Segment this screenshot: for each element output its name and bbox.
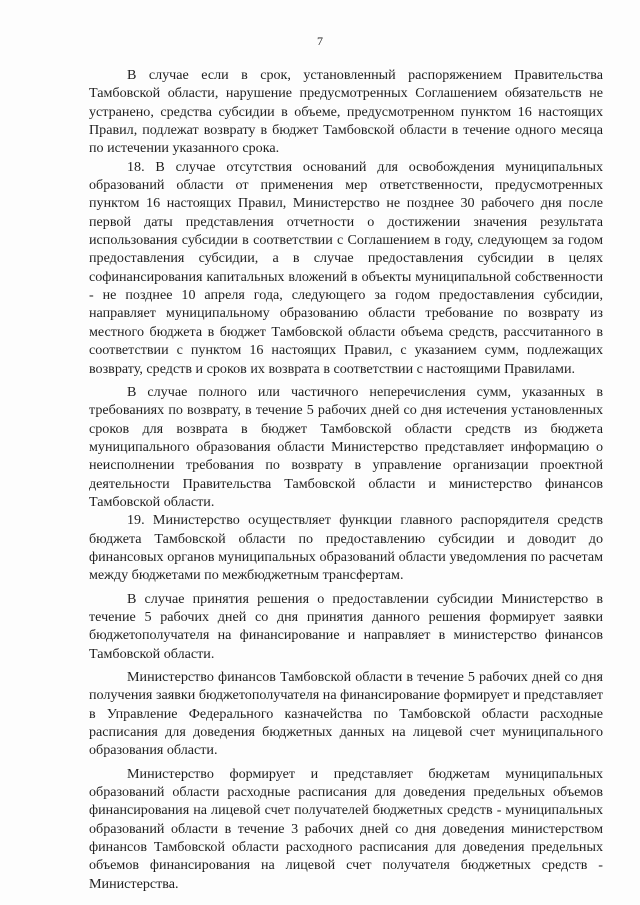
page-number: 7 xyxy=(317,34,323,48)
paragraph: 18. В случае отсутствия оснований для освобождения муниципальных образований области от применения мер ответственности, предусмотренных пунктом 16 настоящих Правил, Министерство не позднее 30 рабочего дня после первой даты представления отчетности о достижении значения результата использования субсидии в соответствии с Соглашением в году, следующем за годом предоставления субсидии, а в случае предоставления субсидии в целях софинансирования капитальных вложений в объекты муниципальной собственности - не позднее 10 апреля года, следующего за годом предоставления субсидии, направляет муниципальному образованию области требование по возврату из местного бюджета в бюджет Тамбовской области объема средств, рассчитанного в соответствии с пунктом 16 настоящих Правил, с указанием сумм, подлежащих возврату, средств и сроков их возврата в соответствии с настоящими Правилами. xyxy=(89,158,603,377)
paragraph: Министерство формирует и представляет бюджетам муниципальных образований области расходные расписания для доведения предельных объемов финансирования на лицевой счет получателей бюджетных средств - муниципальных образований области в течение 3 рабочих дней со дня доведения министерством финансов Тамбовской области расходного расписания для доведения предельных объемов финансирования на лицевой счет получателя бюджетных средств - Министерства. xyxy=(89,765,603,892)
paragraph: В случае принятия решения о предоставлении субсидии Министерство в течение 5 рабочих дней со дня принятия данного решения формирует заявки бюджетополучателя на финансирование и направляет в министерство финансов Тамбовской области. xyxy=(89,590,603,662)
document-body xyxy=(89,66,603,893)
paragraph: 19. Министерство осуществляет функции главного распорядителя средств бюджета Тамбовской области по предоставлению субсидии и доводит до финансовых органов муниципальных образований области уведомления по расчетам между бюджетами по межбюджетным трансфертам. xyxy=(89,512,603,584)
paragraph: В случае если в срок, установленный распоряжением Правительства Тамбовской области, нарушение предусмотренных Соглашением обязательств не устранено, средства субсидии в объеме, предусмотренном пунктом 16 настоящих Правил, подлежат возврату в бюджет Тамбовской области в течение одного месяца по истечении указанного срока. xyxy=(89,67,603,157)
paragraph: Министерство финансов Тамбовской области в течение 5 рабочих дней со дня получения заявки бюджетополучателя на финансирование формирует и представляет в Управление Федерального казначейства по Тамбовской области расходные расписания для доведения бюджетных данных на лицевой счет муниципального образования области. xyxy=(89,669,603,759)
paragraph: В случае полного или частичного неперечисления сумм, указанных в требованиях по возврату, в течение 5 рабочих дней со дня истечения установленных сроков для возврата в бюджет Тамбовской области средств из бюджета муниципального образования области Министерство представляет информацию о неисполнении требования по возврату в управление организации проектной деятельности Правительства Тамбовской области и министерство финансов Тамбовской области. xyxy=(89,383,603,510)
